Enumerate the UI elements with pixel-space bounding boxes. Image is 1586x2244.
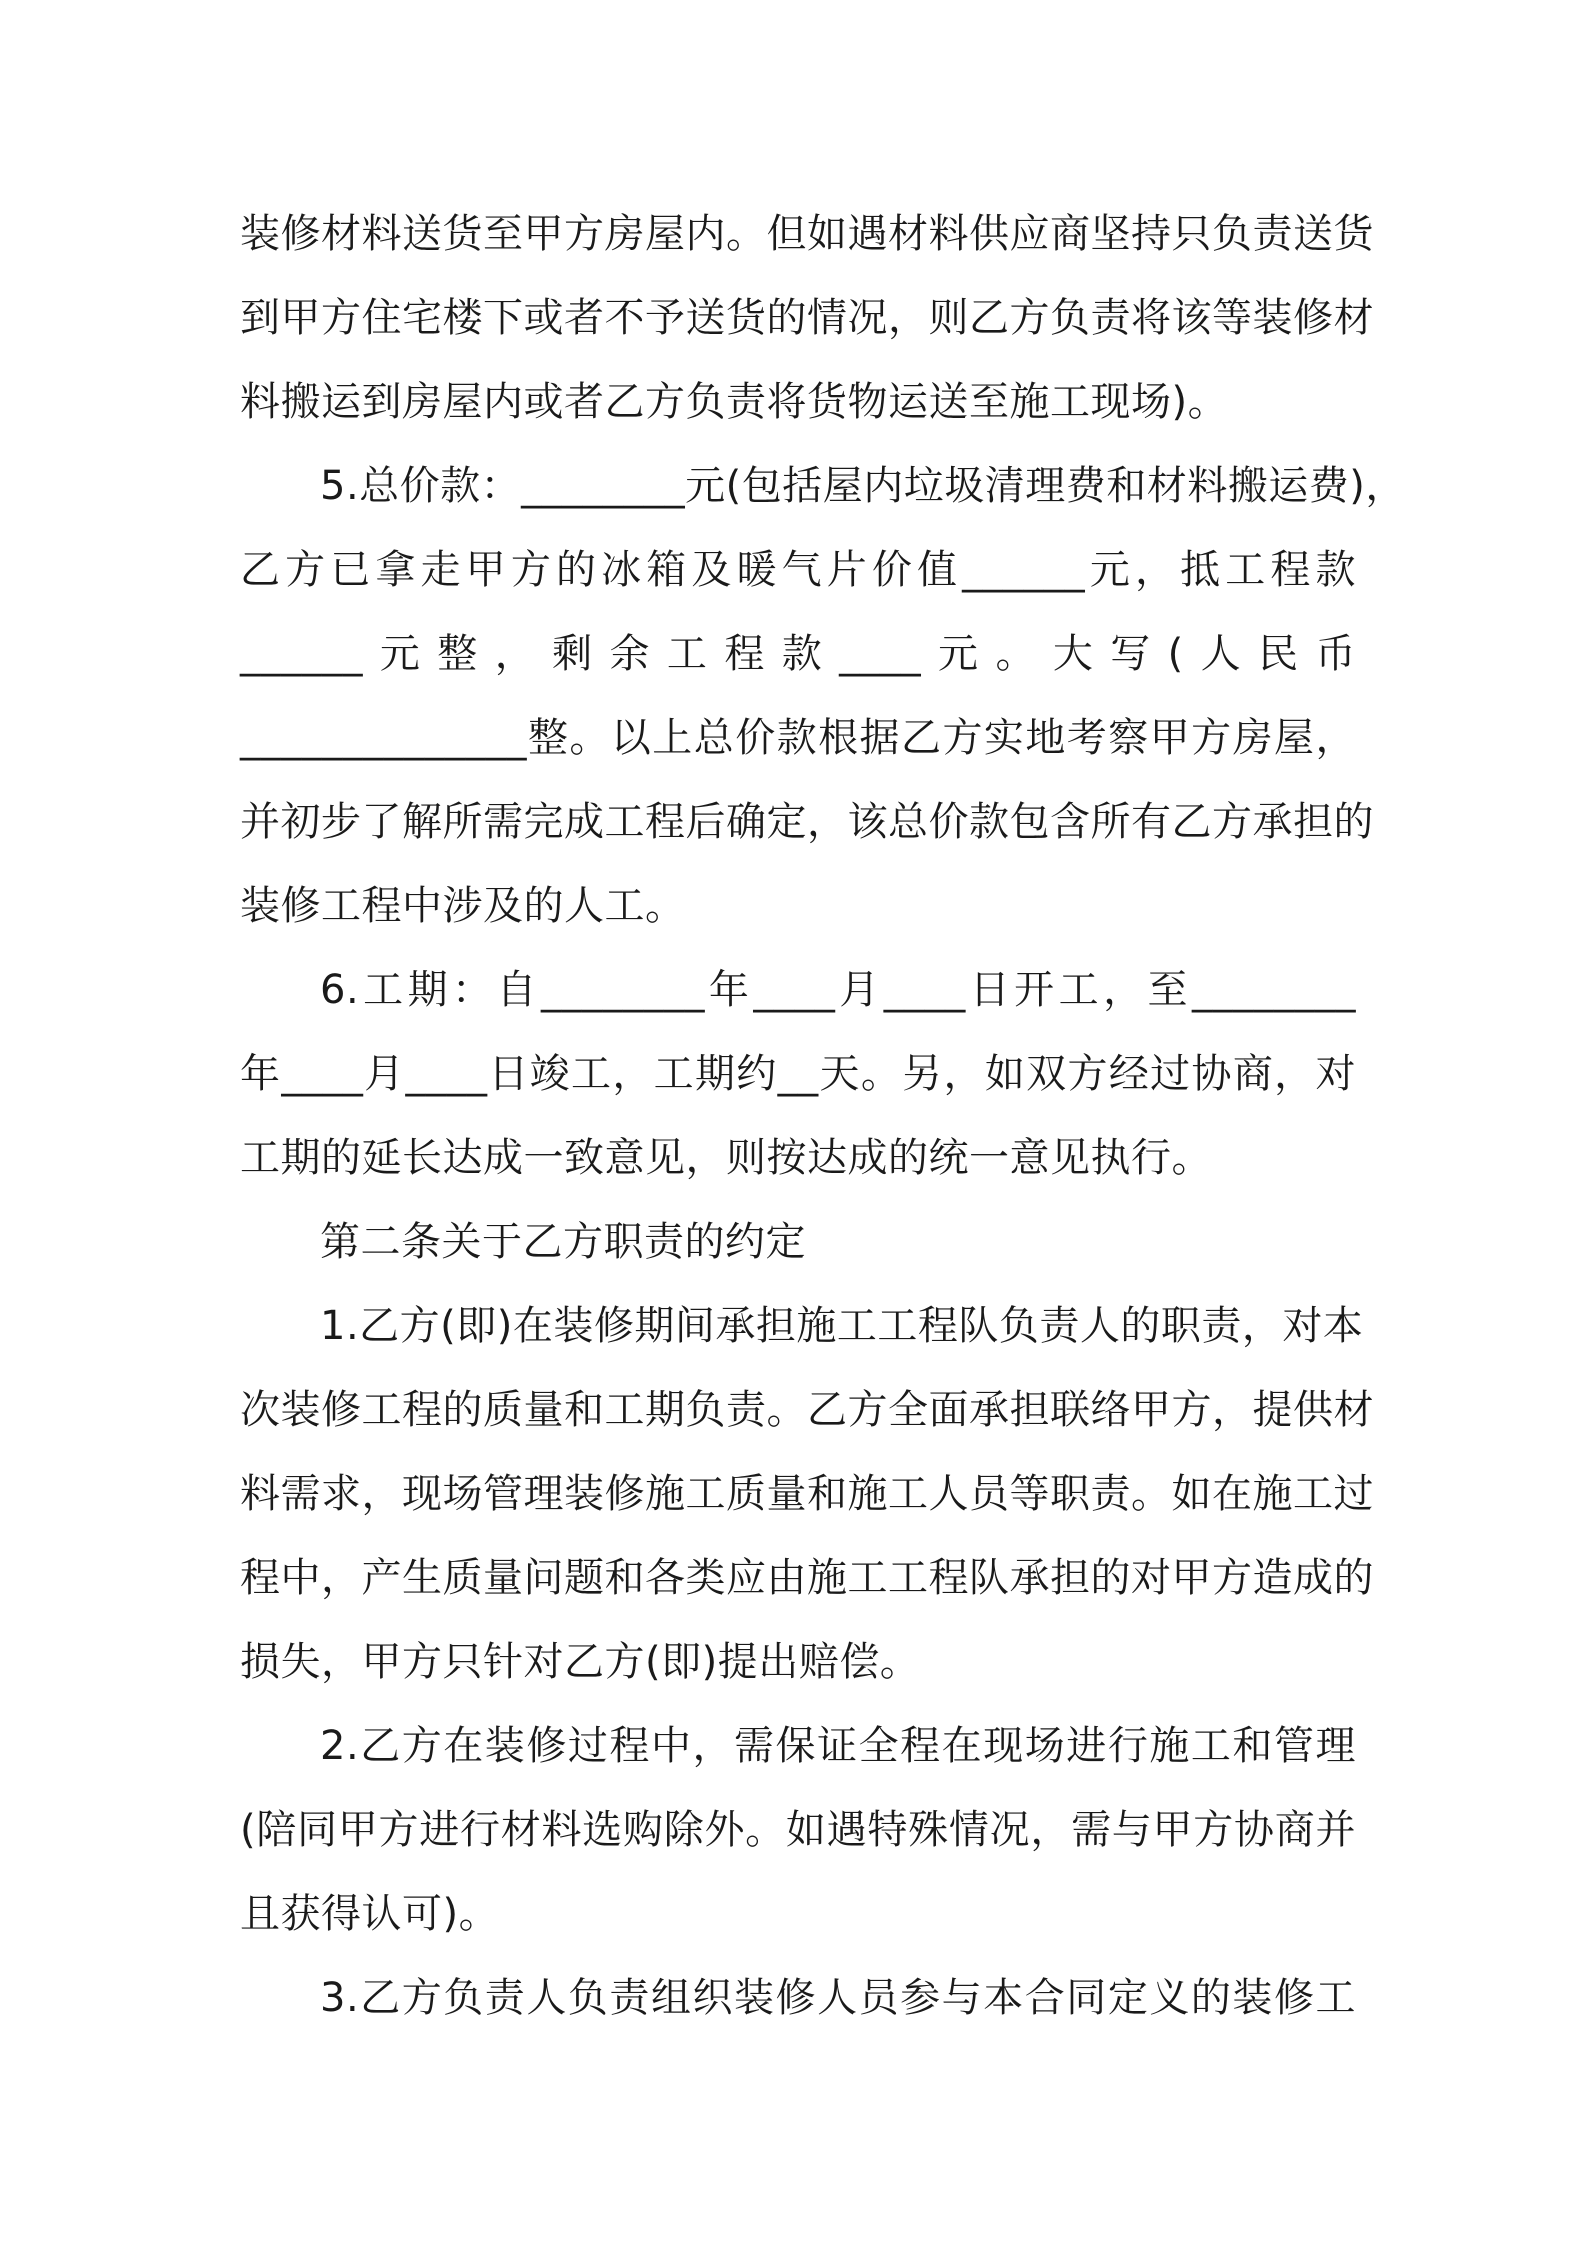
text-line: 乙方已拿走甲方的冰箱及暖气片价值______元，抵工程款: [240, 547, 1356, 593]
clause-6-schedule: 6.工期：自________年____月____日开工，至________: [320, 967, 1356, 1013]
text-line: ______________整。以上总价款根据乙方实地考察甲方房屋，: [240, 715, 1356, 761]
clause-2-1: 1.乙方(即)在装修期间承担施工工程队负责人的职责，对本: [320, 1303, 1364, 1349]
text-line: 装修材料送货至甲方房屋内。但如遇材料供应商坚持只负责送货: [240, 211, 1374, 257]
text-line: 次装修工程的质量和工期负责。乙方全面承担联络甲方，提供材: [240, 1387, 1374, 1433]
clause-2-2: 2.乙方在装修过程中，需保证全程在现场进行施工和管理: [320, 1723, 1356, 1769]
text-line: 到甲方住宅楼下或者不予送货的情况，则乙方负责将该等装修材: [240, 295, 1374, 341]
text-line: 损失，甲方只针对乙方(即)提出赔偿。: [240, 1639, 921, 1685]
text-line: 料需求，现场管理装修施工质量和施工人员等职责。如在施工过: [240, 1471, 1374, 1517]
text-line: 料搬运到房屋内或者乙方负责将货物运送至施工现场)。: [240, 379, 1229, 425]
text-line: 工期的延长达成一致意见，则按达成的统一意见执行。: [240, 1135, 1212, 1181]
text-line: 装修工程中涉及的人工。: [240, 883, 686, 929]
text-line: 并初步了解所需完成工程后确定，该总价款包含所有乙方承担的: [240, 799, 1374, 845]
clause-5-total-price: 5.总价款：________元(包括屋内垃圾清理费和材料搬运费)，: [320, 463, 1406, 509]
article-2-heading: 第二条关于乙方职责的约定: [320, 1219, 806, 1265]
text-line: (陪同甲方进行材料选购除外。如遇特殊情况，需与甲方协商并: [240, 1807, 1356, 1853]
document-body: [240, 192, 1406, 2040]
text-line: ______元整，剩余工程款____元。大写(人民币: [240, 631, 1356, 677]
text-line: 程中，产生质量问题和各类应由施工工程队承担的对甲方造成的: [240, 1555, 1374, 1601]
text-line: 年____月____日竣工，工期约__天。另，如双方经过协商，对: [240, 1051, 1356, 1097]
text-line: 且获得认可)。: [240, 1891, 500, 1937]
clause-2-3: 3.乙方负责人负责组织装修人员参与本合同定义的装修工: [320, 1975, 1356, 2021]
